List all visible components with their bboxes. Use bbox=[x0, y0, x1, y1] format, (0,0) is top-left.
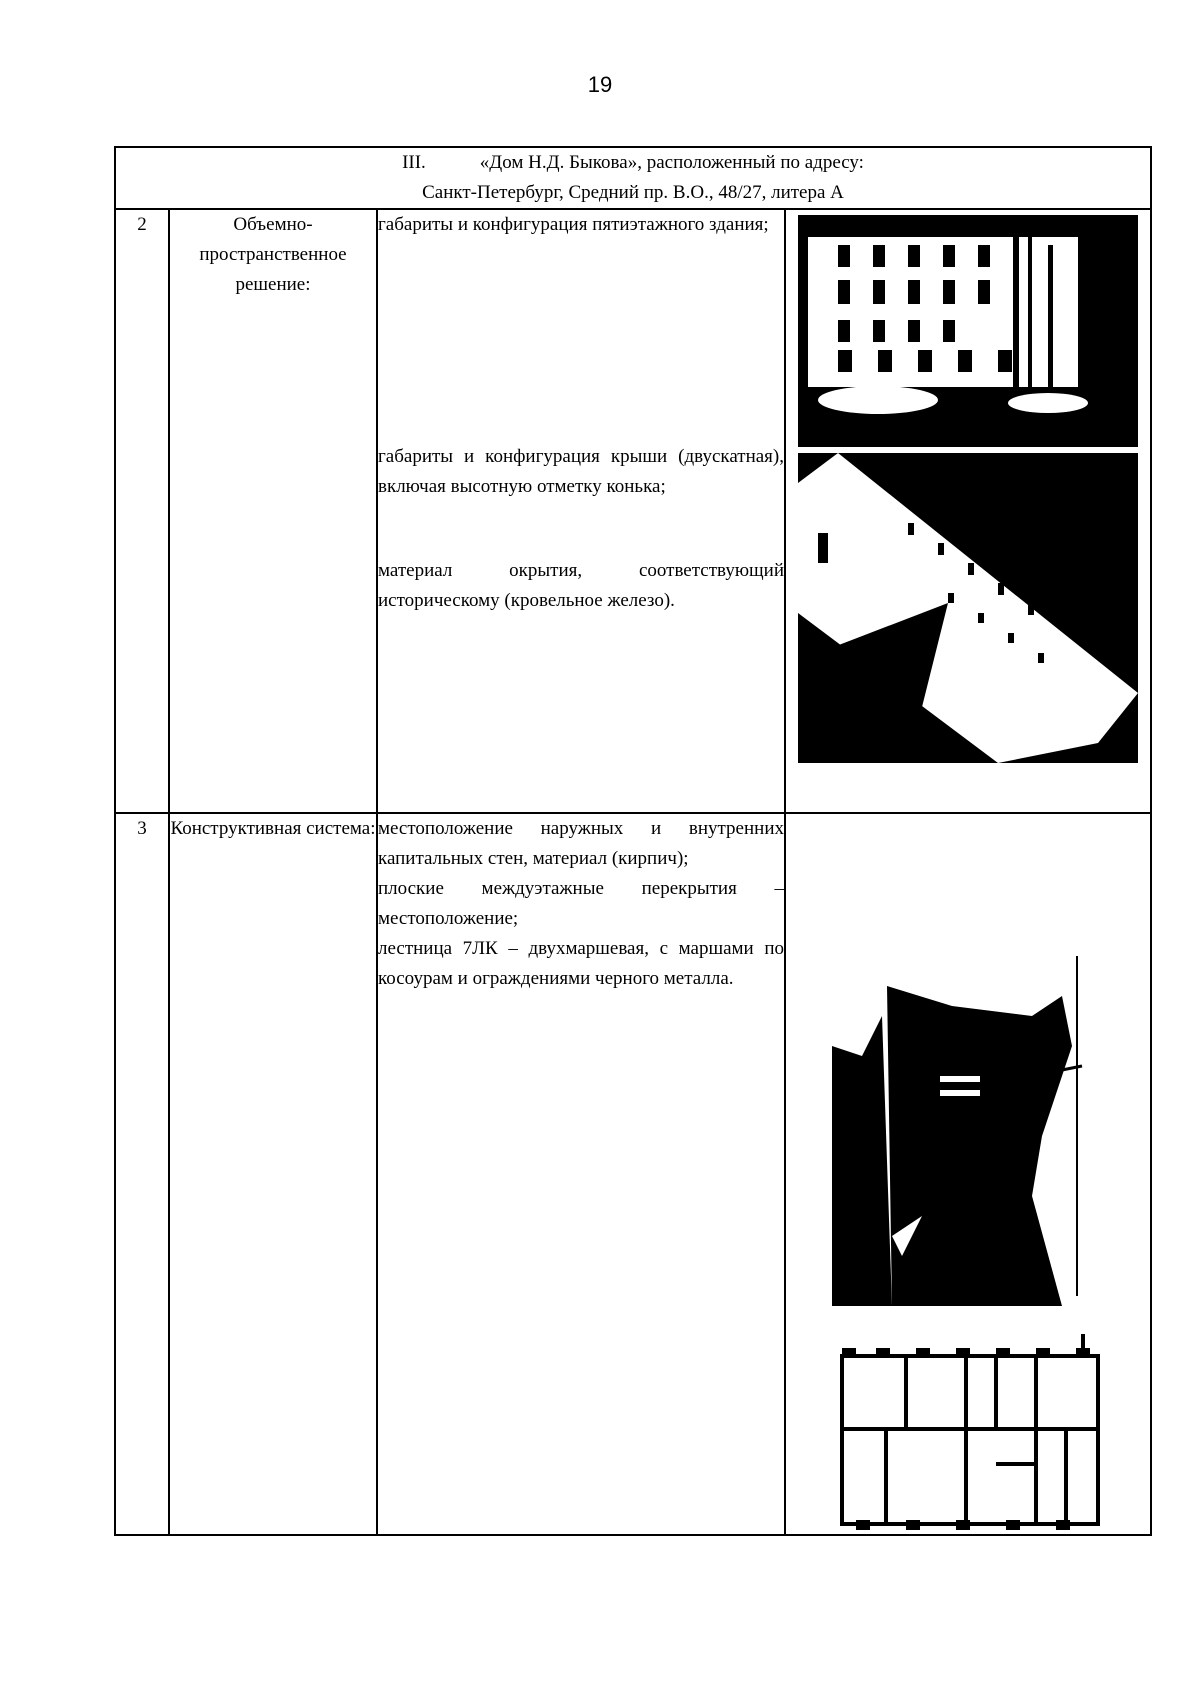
facade-photo bbox=[798, 215, 1138, 447]
item-images bbox=[785, 813, 1151, 1535]
row-number: 3 bbox=[115, 813, 169, 1535]
item-name: Объемно-пространственное решение: bbox=[169, 209, 377, 813]
page-number: 19 bbox=[587, 72, 613, 97]
desc-paragraph: плоские междуэтажные перекрытия – местоположение; bbox=[378, 878, 784, 929]
object-title: «Дом Н.Д. Быкова», расположенный по адресу: bbox=[479, 152, 864, 173]
desc-paragraph: материал окрытия, соответствующий историческому (кровельное железо). bbox=[378, 560, 784, 611]
object-address: Санкт-Петербург, Средний пр. В.О., 48/27, литера А bbox=[422, 182, 844, 203]
desc-paragraph: габариты и конфигурация крыши (двускатная), включая высотную отметку конька; bbox=[378, 446, 784, 497]
table-header-row bbox=[115, 147, 1151, 209]
item-name: Конструктивная система: bbox=[169, 813, 377, 1535]
item-images bbox=[785, 209, 1151, 813]
desc-paragraph: лестница 7ЛК – двухмаршевая, с маршами по косоурам и ограждениями черного металла. bbox=[378, 938, 784, 989]
roof-aerial-photo bbox=[798, 453, 1138, 763]
object-header bbox=[115, 147, 1151, 209]
item-description bbox=[377, 813, 785, 1535]
section-number: III. bbox=[402, 152, 426, 173]
desc-paragraph: габариты и конфигурация пятиэтажного здания; bbox=[378, 214, 769, 235]
row-number: 2 bbox=[115, 209, 169, 813]
staircase-photo bbox=[832, 956, 1102, 1306]
item-description bbox=[377, 209, 785, 813]
floor-plan bbox=[826, 1334, 1116, 1534]
desc-paragraph: местоположение наружных и внутренних капитальных стен, материал (кирпич); bbox=[378, 818, 784, 869]
protected-items-table bbox=[114, 146, 1152, 1536]
table-row bbox=[115, 209, 1151, 813]
table-row bbox=[115, 813, 1151, 1535]
